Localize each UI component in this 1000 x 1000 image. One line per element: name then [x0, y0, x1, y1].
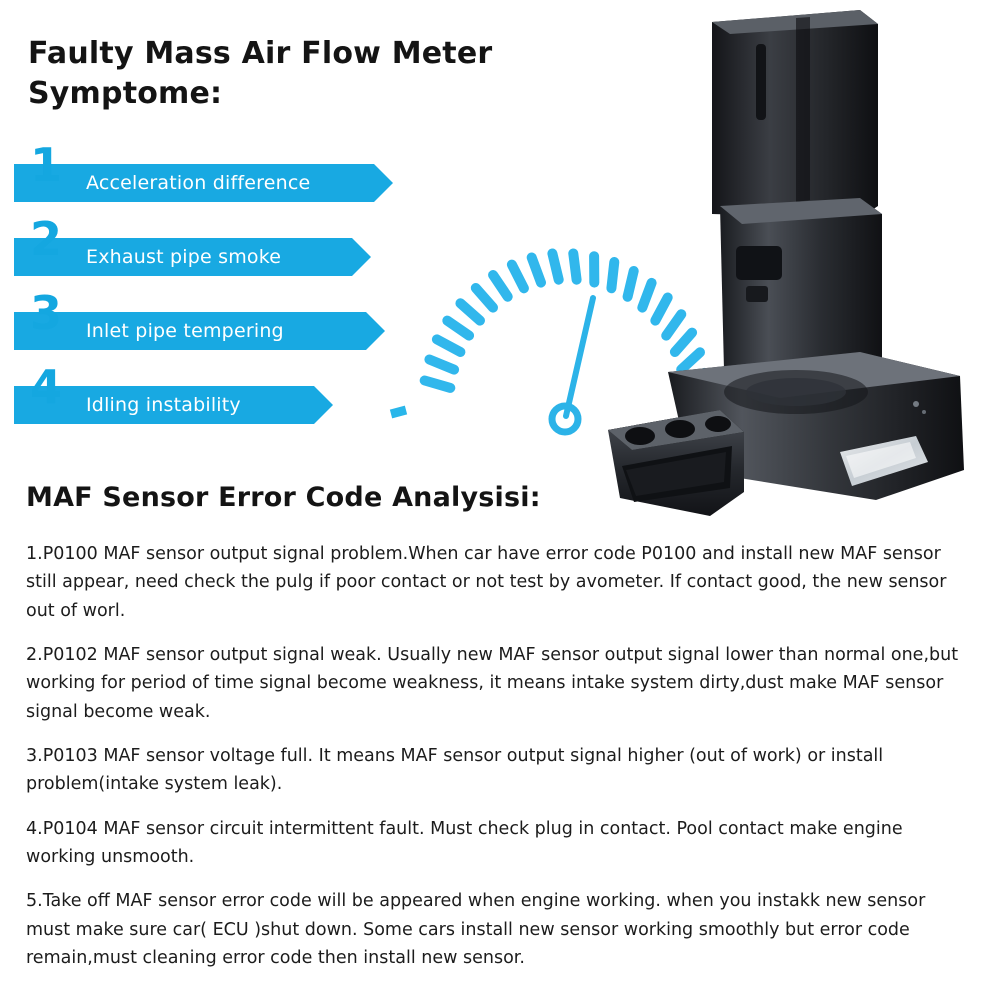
list-item: [14, 288, 414, 362]
paragraph: 4.P0104 MAF sensor circuit intermittent fault. Must check plug in contact. Pool contact make engine working unsmooth.: [26, 818, 903, 868]
paragraph: 2.P0102 MAF sensor output signal weak. Usually new MAF sensor output signal lower than normal one,but working for period of time signal become weakness, it means intake system dirty,dust make MAF sensor signal become weak.: [26, 645, 959, 722]
mass-air-flow-sensor-image: [560, 0, 1000, 540]
page-title-line1: Faulty Mass Air Flow Meter: [28, 36, 493, 71]
page-title: [28, 34, 548, 114]
paragraph: 3.P0103 MAF sensor voltage full. It means MAF sensor output signal higher (out of work) or install problem(intake system leak).: [26, 746, 884, 795]
analysis-body: [26, 540, 974, 988]
page-title-line2: Symptome:: [28, 75, 223, 111]
list-item: [14, 214, 414, 288]
section-title: MAF Sensor Error Code Analysisi:: [26, 482, 541, 513]
symptom-label: Idling instability: [14, 386, 314, 424]
symptom-number: 3: [30, 286, 63, 340]
paragraph: 1.P0100 MAF sensor output signal problem.When car have error code P0100 and install new MAF sensor still appear, need check the pulg if poor contact or not test by avometer. If contact good, the new sensor out of worl.: [26, 544, 947, 621]
symptom-number: 4: [30, 360, 63, 414]
symptom-number: 1: [30, 138, 63, 192]
symptom-label: Exhaust pipe smoke: [14, 238, 352, 276]
symptom-number: 2: [30, 212, 63, 266]
symptom-label: Inlet pipe tempering: [14, 312, 366, 350]
list-item: [14, 362, 414, 436]
symptom-label: Acceleration difference: [14, 164, 374, 202]
paragraph: 5.Take off MAF sensor error code will be appeared when engine working. when you instakk new sensor must make sure car( ECU )shut down. Some cars install new sensor working smoothly but error code remain,must cleaning error code then install new sensor.: [26, 891, 926, 969]
list-item: [14, 140, 414, 214]
symptom-list: [14, 140, 414, 436]
